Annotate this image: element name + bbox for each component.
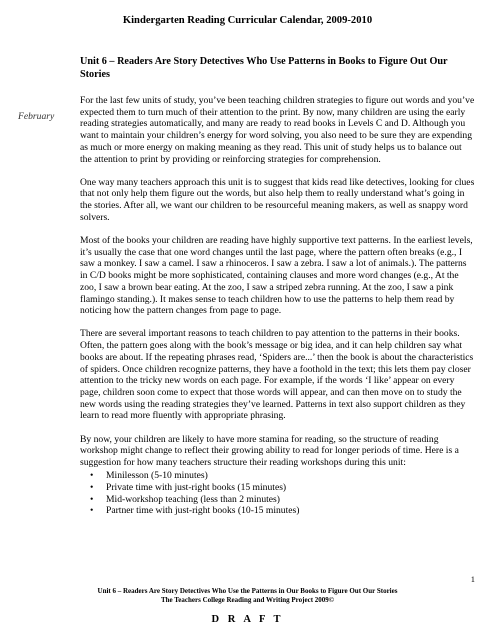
footer	[0, 587, 495, 605]
month-label: February	[18, 111, 55, 122]
list-item: • Minilesson (5-10 minutes)	[80, 470, 475, 482]
draft-label: D R A F T	[211, 614, 284, 625]
paragraph-text-patterns: Most of the books your children are reading have highly supportive text patterns. In the earliest levels, it’s usually the case that one word changes until the last page, where the pattern often breaks (e.g., I saw a monkey. I saw a camel. I saw a rhinoceros. I saw a zebra. I saw a lot of animals.). The patterns in C/D books might be more sophisticated, containing clauses and more word changes (e.g., At the zoo, I saw a brown bear eating. At the zoo, I saw a striped zebra running. At the zoo, I saw a pink flamingo standing.). It makes sense to teach children how to use the patterns to help them read by noticing how the pattern changes from page to page.	[80, 235, 473, 317]
workshop-schedule-list	[80, 470, 475, 517]
list-item: • Mid-workshop teaching (less than 2 minutes)	[80, 494, 475, 506]
paragraph-reasons: There are several important reasons to teach children to pay attention to the patterns in their books. Often, the pattern goes along with the book’s message or big idea, and it can help children say what books are about. If the repeating phrases read, ‘Spiders are...’ then the book is about the characteristics of spiders. Once children recognize patterns, they have a foothold in the text; this lets them pay closer attention to the tricky new words on each page. For example, if the words ‘I like’ appear on every page, children soon come to expect that those words will appear, and can then move on to study the new words using the reading strategies they’ve learned. Patterns in text also support children as they learn to read more fluently with appropriate phrasing.	[80, 328, 474, 422]
page-number: 1	[470, 574, 475, 584]
body-text	[80, 95, 475, 517]
list-item: • Partner time with just-right books (10-15 minutes)	[80, 505, 475, 517]
footer-copyright-line: The Teachers College Reading and Writing Project 2009©	[160, 596, 335, 604]
unit-heading: Unit 6 – Readers Are Story Detectives Who Use Patterns in Books to Figure Out Our Stories	[80, 56, 448, 80]
footer-unit-line: Unit 6 – Readers Are Story Detectives Who Use the Patterns in Our Books to Figure Out Our Stories	[97, 587, 398, 595]
list-item: • Private time with just-right books (15 minutes)	[80, 482, 475, 494]
paragraph-stamina: By now, your children are likely to have more stamina for reading, so the structure of reading workshop might change to reflect their growing ability to read for longer periods of time. Here is a suggestion for how many teachers structure their reading workshops during this unit:	[80, 433, 459, 468]
paragraph-intro: For the last few units of study, you’ve been teaching children strategies to figure out words and you’ve expected them to turn much of their attention to the print. By now, many children are using the early reading strategies automatically, and many are ready to read books in Levels C and D. Although you want to maintain your children’s energy for word solving, you also need to be sure they are expending as much or more energy on making meaning as they read. This unit of study helps us to balance out the attention to print by providing or reinforcing strategies for comprehension.	[80, 95, 475, 165]
paragraph-detectives: One way many teachers approach this unit is to suggest that kids read like detectives, looking for clues that not only help them figure out the words, but also help them to really understand what’s going in the stories. After all, we want our children to be resourceful meaning makers, as well as snappy word solvers.	[80, 176, 475, 223]
document-title: Kindergarten Reading Curricular Calendar, 2009-2010	[122, 15, 373, 26]
